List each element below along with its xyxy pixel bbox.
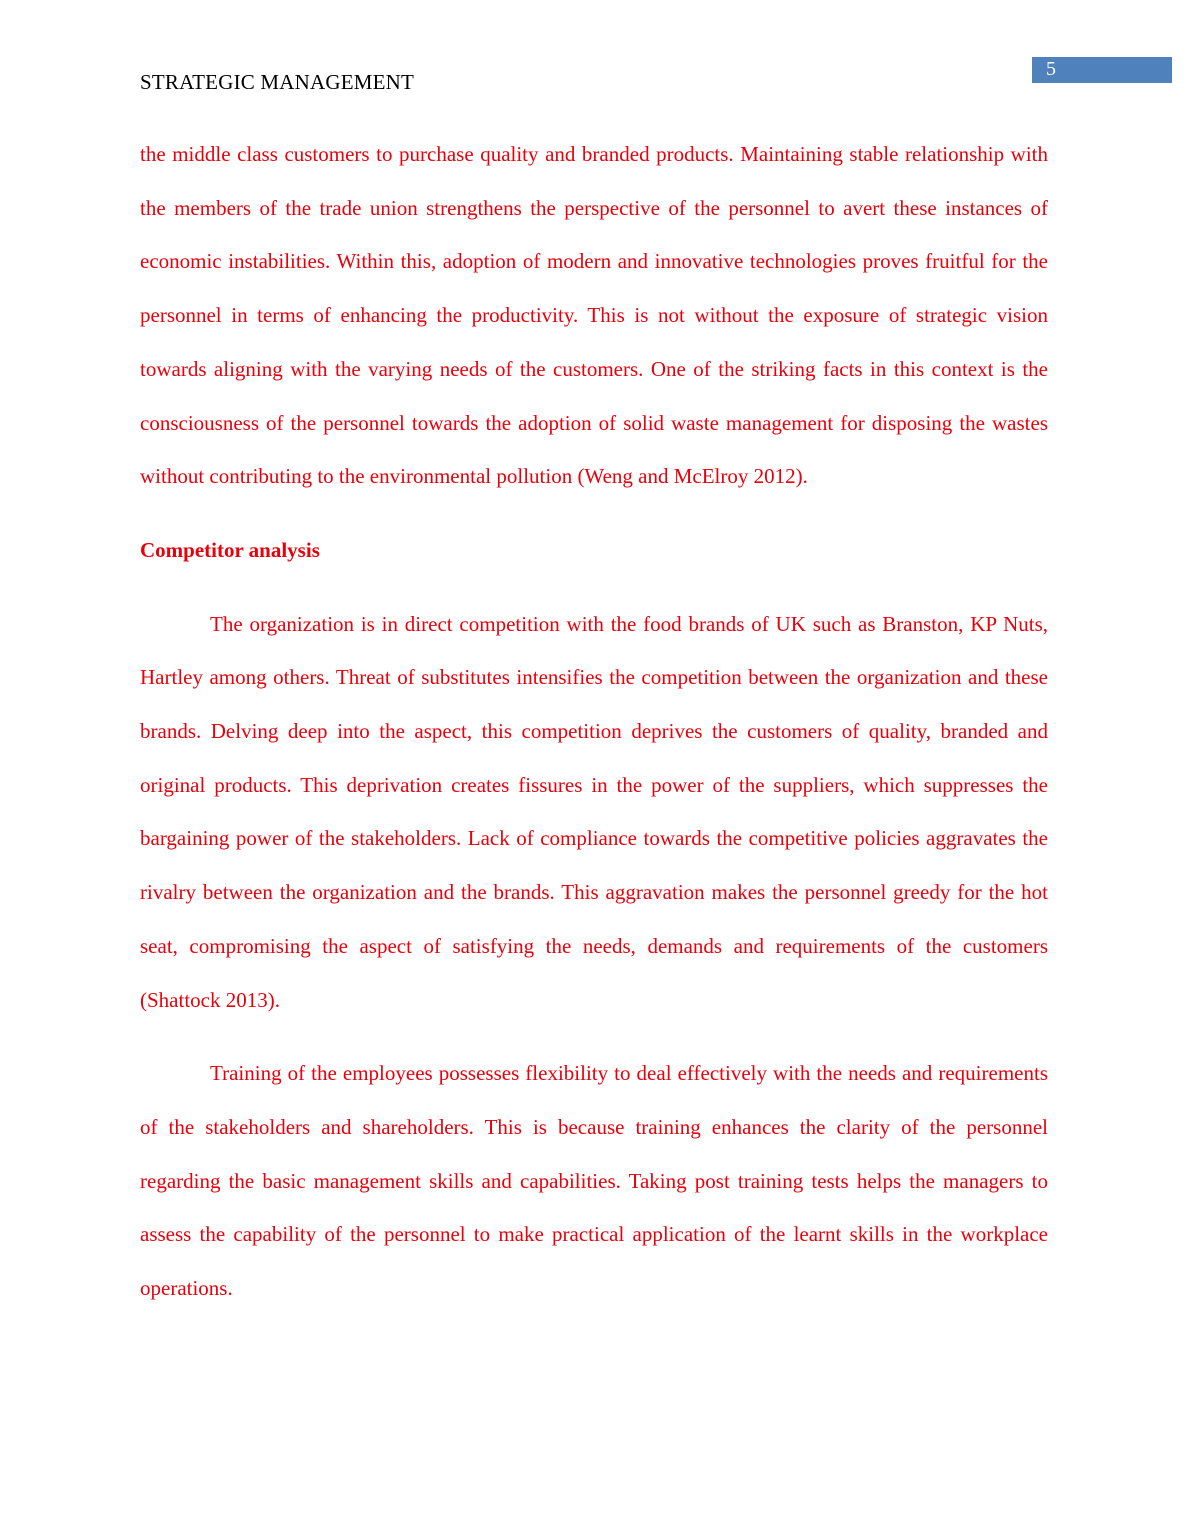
- paragraph-continuation: the middle class customers to purchase quality and branded products. Maintaining stable relationship with the members of the trade union strengthens the perspective of the personnel to avert these instances of economic instabilities. Within this, adoption of modern and innovative technologies proves fruitful for the personnel in terms of enhancing the productivity. This is not without the exposure of strategic vision towards aligning with the varying needs of the customers. One of the striking facts in this context is the consciousness of the personnel towards the adoption of solid waste management for disposing the wastes without contributing to the environmental pollution (Weng and McElroy 2012).: [140, 142, 1048, 489]
- document-body: [140, 128, 1048, 1316]
- paragraph-competition: The organization is in direct competition with the food brands of UK such as Branston, KP Nuts, Hartley among others. Threat of substitutes intensifies the competition between the organization and these brands. Delving deep into the aspect, this competition deprives the customers of quality, branded and original products. This deprivation creates fissures in the power of the suppliers, which suppresses the bargaining power of the stakeholders. Lack of compliance towards the competitive policies aggravates the rivalry between the organization and the brands. This aggravation makes the personnel greedy for the hot seat, compromising the aspect of satisfying the needs, demands and requirements of the customers (Shattock 2013).: [140, 611, 1048, 1012]
- running-head: STRATEGIC MANAGEMENT: [140, 70, 415, 94]
- page-number: 5: [1046, 58, 1056, 80]
- section-heading-competitor-analysis: Competitor analysis: [140, 537, 320, 562]
- page-number-box: [1032, 57, 1172, 83]
- paragraph-training: Training of the employees possesses flexibility to deal effectively with the needs and requirements of the stakeholders and shareholders. This is because training enhances the clarity of the personnel regarding the basic management skills and capabilities. Taking post training tests helps the managers to assess the capability of the personnel to make practical application of the learnt skills in the workplace operations.: [140, 1061, 1048, 1301]
